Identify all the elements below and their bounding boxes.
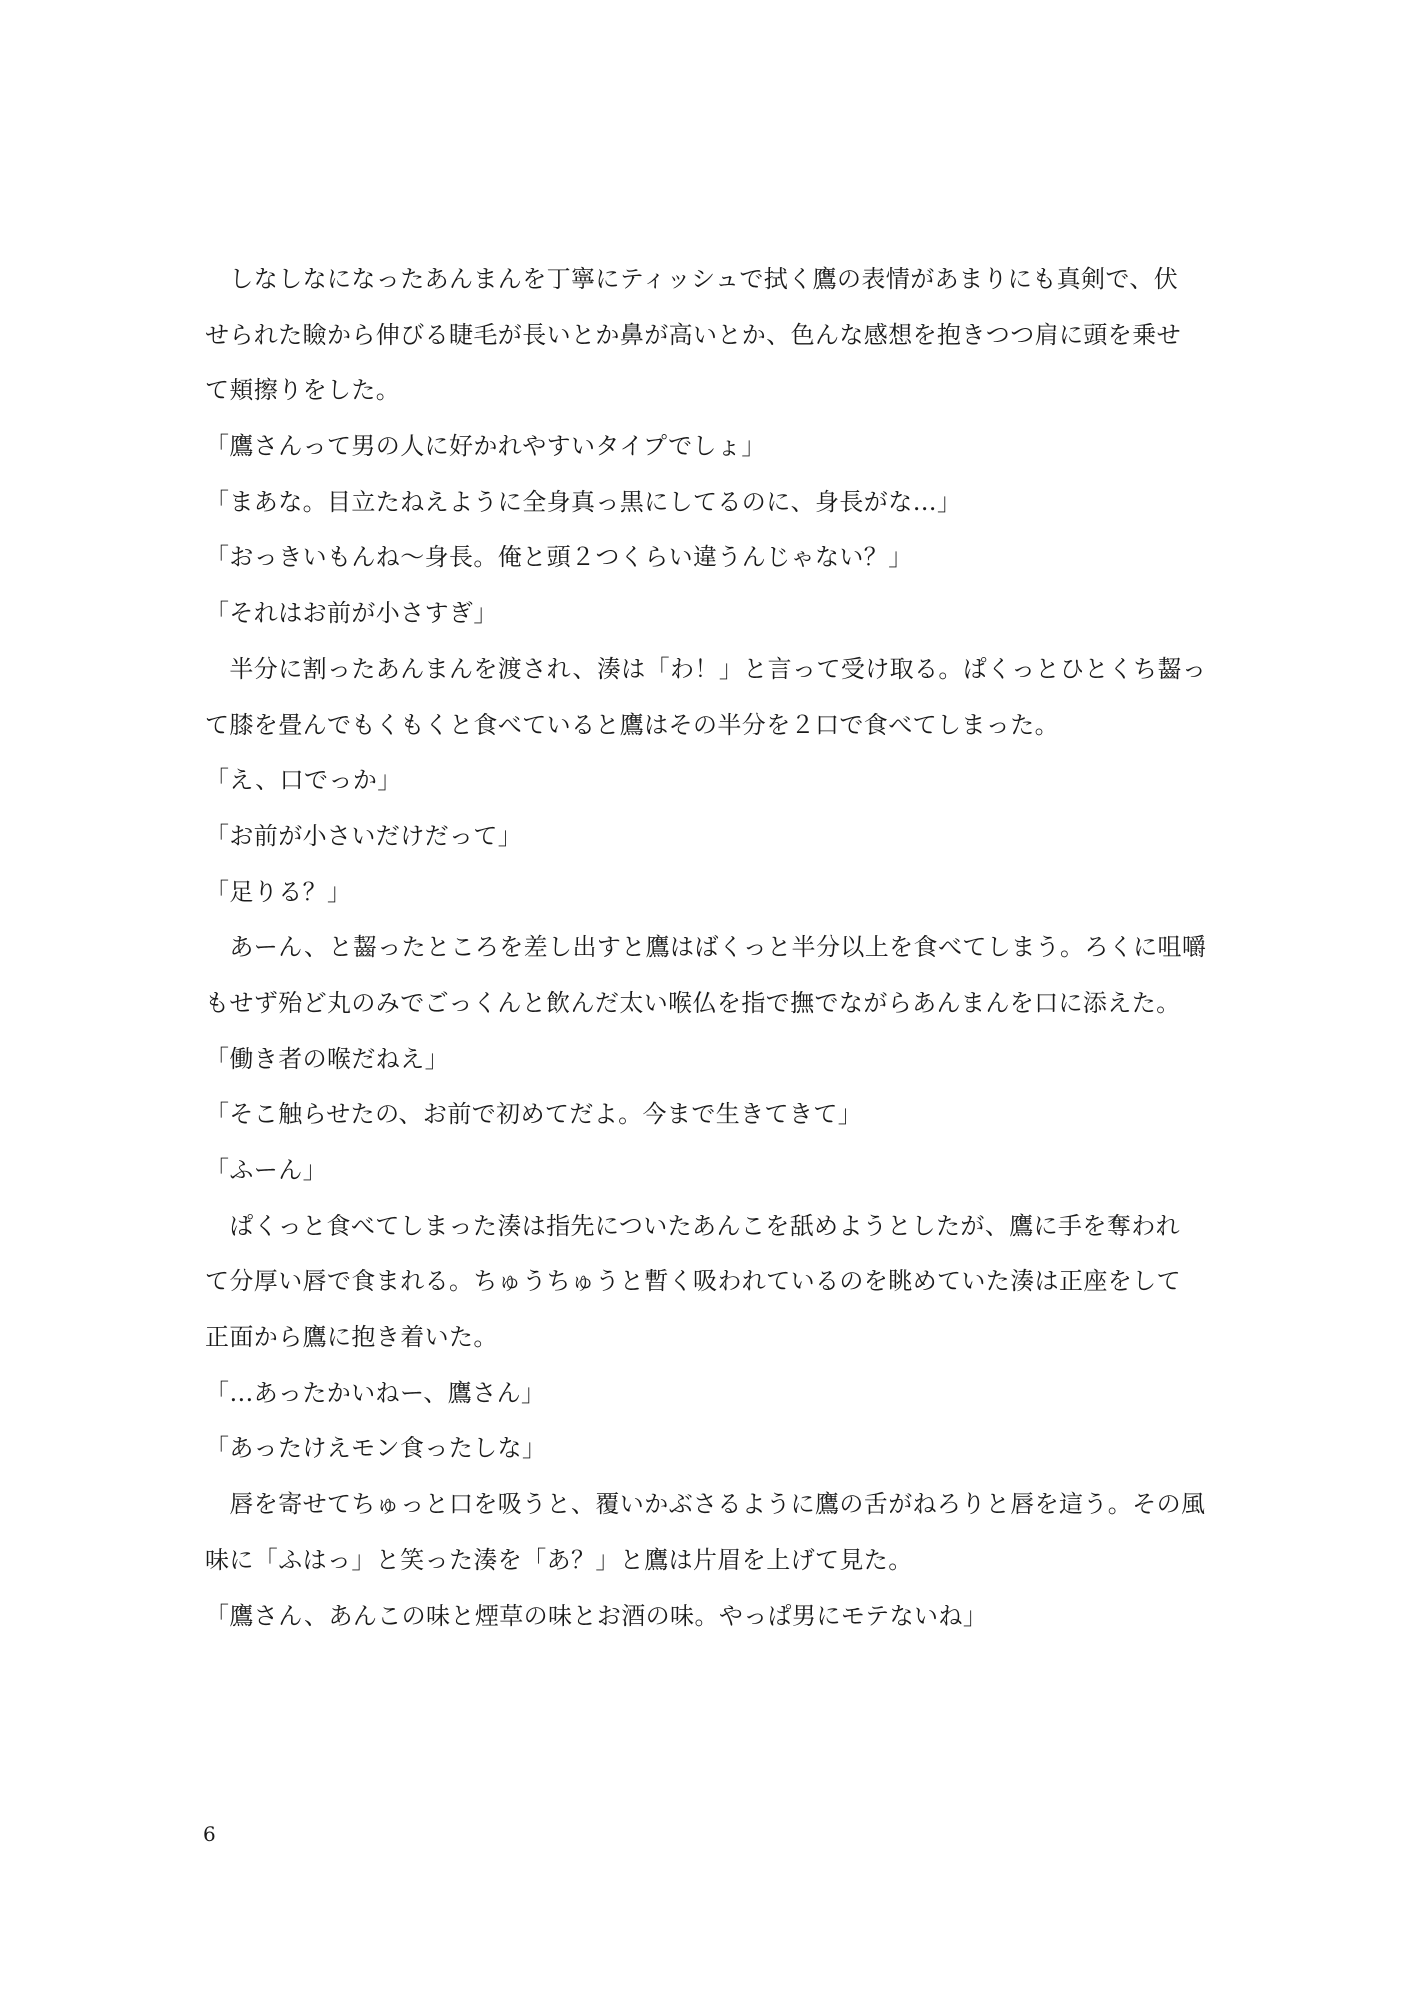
text-line: 「え、口でっか」 [205,766,402,795]
text-line: 「鷹さんって男の人に好かれやすいタイプでしょ」 [205,432,766,461]
page-number: 6 [203,1822,216,1846]
text-line: 「おっきいもんね～身長。俺と頭２つくらい違うんじゃない？」 [205,543,913,572]
text-line: 正面から鷹に抱き着いた。 [205,1323,498,1352]
text-line: て膝を畳んでもくもくと食べていると鷹はその半分を２口で食べてしまった。 [205,710,1059,739]
text-line: 「…あったかいねー、鷹さん」 [205,1378,546,1407]
text-line: あーん、と齧ったところを差し出すと鷹はばくっと半分以上を食べてしまう。ろくに咀嚼 [205,933,1207,962]
text-line: 唇を寄せてちゅっと口を吸うと、覆いかぶさるように鷹の舌がねろりと唇を這う。その風 [205,1490,1206,1519]
text-line: 「そこ触らせたの、お前で初めてだよ。今まで生きてきて」 [205,1100,863,1129]
text-line: ぱくっと食べてしまった湊は指先についたあんこを舐めようとしたが、鷹に手を奪われ [205,1211,1181,1240]
text-line: 味に「ふはっ」と笑った湊を「あ？」と鷹は片眉を上げて見た。 [205,1545,913,1574]
text-line: 「働き者の喉だねえ」 [205,1044,449,1073]
text-line: 「鷹さん、あんこの味と煙草の味とお酒の味。やっぱ男にモテないね」 [205,1601,988,1630]
text-line: しなしなになったあんまんを丁寧にティッシュで拭く鷹の表情があまりにも真剣で、伏 [205,265,1179,293]
text-line: 「ふーん」 [205,1156,327,1184]
text-line: 「あったけえモン食ったしな」 [205,1434,547,1463]
text-line: て分厚い唇で食まれる。ちゅうちゅうと暫く吸われているのを眺めていた湊は正座をして [205,1267,1181,1296]
text-line: 「足りる？」 [205,877,352,906]
text-line: もせず殆ど丸のみでごっくんと飲んだ太い喉仏を指で撫でながらあんまんを口に添えた。 [205,988,1181,1017]
text-line: て頬擦りをした。 [205,376,401,405]
text-line: 「それはお前が小さすぎ」 [205,599,498,628]
text-line: 「まあな。目立たねえように全身真っ黒にしてるのに、身長がな…」 [205,487,962,516]
body-text [205,252,1217,1644]
text-line: 半分に割ったあんまんを渡され、湊は「わ！」と言って受け取る。ぱくっとひとくち齧っ [205,654,1207,683]
text-line: 「お前が小さいだけだって」 [205,821,523,850]
text-line: せられた瞼から伸びる睫毛が長いとか鼻が高いとか、色んな感想を抱きつつ肩に頭を乗せ [205,320,1181,349]
